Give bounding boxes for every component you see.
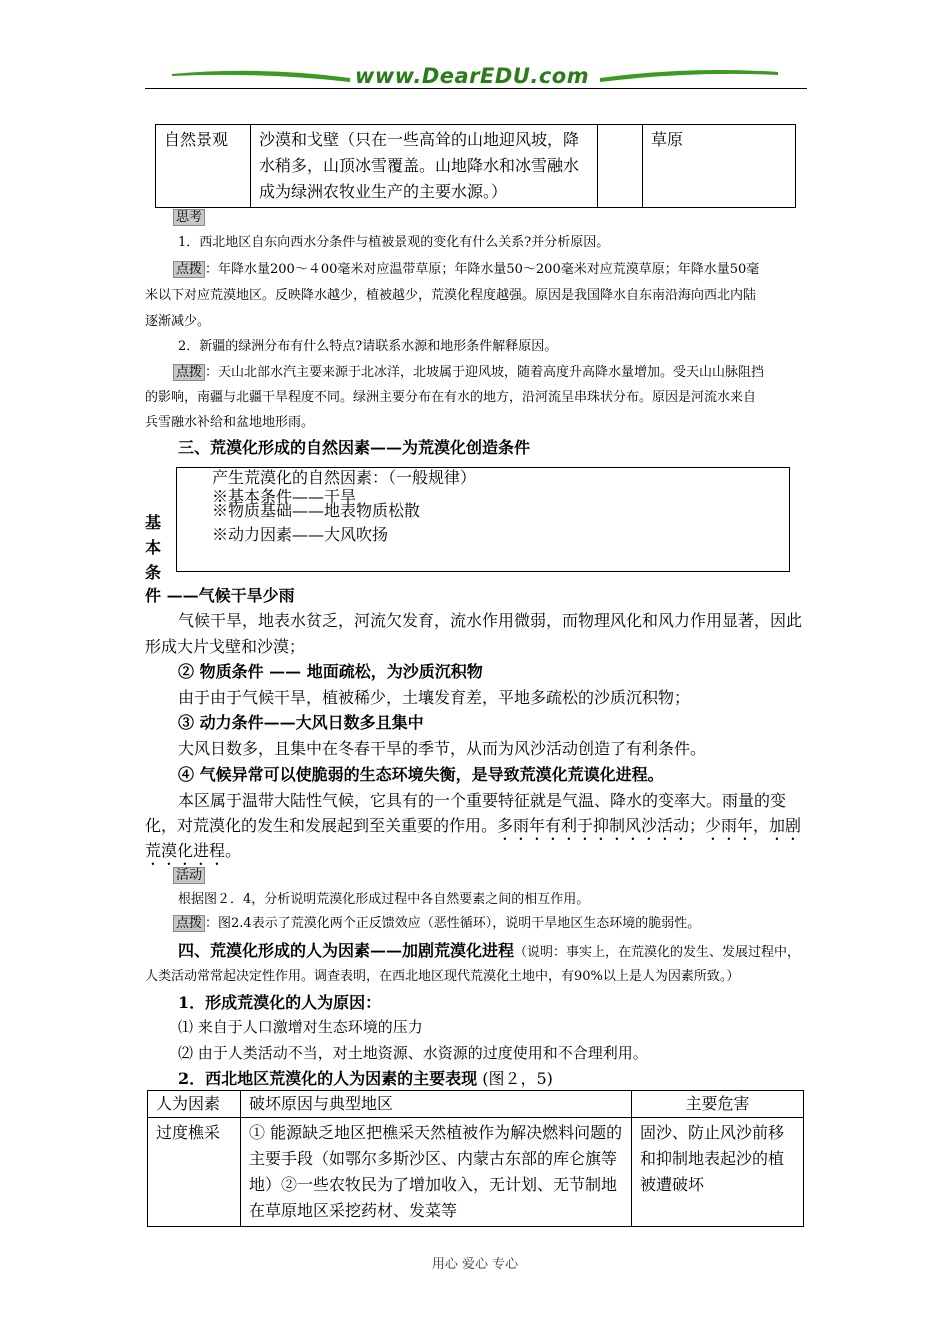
think-answer-1-line1 [173, 258, 813, 282]
table-row [148, 1118, 804, 1227]
hint-tag: 点拨 [173, 261, 205, 278]
think-question-1: 1．西北地区自东向西水分条件与植被景观的变化有什么关系?并分析原因。 [178, 235, 610, 250]
header-rule [145, 88, 807, 89]
hint-tag: 点拨 [173, 364, 205, 381]
condition-2-line1: 由于由于气候干旱，植被稀少，土壤发育差，平地多疏松的沙质沉积物； [178, 688, 691, 707]
hint-tag: 点拨 [173, 915, 205, 932]
column-header: 主要危害 [632, 1091, 804, 1118]
condition-2-title: ② 物质条件 —— 地面疏松，为沙质沉积物 [178, 662, 483, 681]
section-4-heading [178, 938, 800, 965]
table-cell [598, 125, 643, 208]
section-4-note-line2: 人类活动常常起决定性作用。调查表明，在西北地区现代荒漠化土地中，有90%以上是人为因素所致。） [145, 969, 740, 984]
think-answer-2-line2: 的影响，南疆与北疆干旱程度不同。绿洲主要分布在有水的地方，沿河流呈串珠状分布。原因是河流水来自 [145, 390, 757, 405]
period: 。 [225, 841, 242, 860]
table-cell: 过度樵采 [148, 1118, 241, 1227]
vertical-label-1: 基 [145, 513, 162, 532]
think-question-2: 2．新疆的绿洲分布有什么特点?请联系水源和地形条件解释原因。 [178, 339, 558, 354]
box-line-2: ※基本条件——干旱 [212, 487, 357, 506]
condition-1-line1: 气候干旱，地表水贫乏，河流欠发育，流水作用微弱，而物理风化和风力作用显著，因此 [178, 611, 803, 630]
activity-tag-line [173, 864, 205, 888]
answer-text: ：天山北部水汽主要来源于北冰洋，北坡属于迎风坡，随着高度升高降水量增加。受天山山脉阻挡 [205, 365, 765, 380]
subsection-2-title: 2．西北地区荒漠化的人为因素的主要表现 [178, 1069, 478, 1088]
condition-3-line1: 大风日数多，且集中在冬春干旱的季节，从而为风沙活动创造了有利条件。 [178, 739, 707, 758]
natural-landscape-table [155, 124, 796, 208]
condition-1-title: 件 ——气候干旱少雨 [145, 586, 295, 605]
column-header: 人为因素 [148, 1091, 241, 1118]
figure-ref: (图２，5) [477, 1069, 553, 1088]
site-name: www.DearEDU.com [355, 64, 590, 88]
subsection-1-title: 1．形成荒漠化的人为原因： [178, 993, 382, 1012]
answer-text: ：年降水量200～４00毫米对应温带草原；年降水量50～200毫米对应荒漠草原；年降水量50毫 [205, 262, 760, 277]
column-header: 破坏原因与典型地区 [241, 1091, 632, 1118]
condition-4-line1: 本区属于温带大陆性气候，它具有的一个重要特征就是气温、降水的变率大。雨量的变 [178, 791, 787, 810]
subsection-1-item-1: ⑴ 来自于人口激增对生态环境的压力 [178, 1018, 423, 1036]
activity-hint [173, 912, 700, 936]
table-cell: ① 能源缺乏地区把樵采天然植被作为解决燃料问题的主要手段（如鄂尔多斯沙区、内蒙古东部的库仑旗等地）②一些农牧民为了增加收入，无计划、无节制地在草原地区采挖药材、发菜等 [241, 1118, 632, 1227]
table-cell: 固沙、防止风沙前移和抑制地表起沙的植被遭破坏 [632, 1118, 804, 1227]
activity-text: 根据图２．4，分析说明荒漠化形成过程中各自然要素之间的相互作用。 [178, 892, 590, 907]
condition-4-text: 化，对荒漠化的发生和发展起到至关重要的作用。 [145, 816, 498, 835]
table-cell: 自然景观 [156, 125, 251, 208]
page-footer: 用心 爱心 专心 [431, 1257, 519, 1272]
think-answer-1-line3: 逐渐减少。 [145, 314, 211, 329]
table-header-row [148, 1091, 804, 1118]
condition-4-line2 [145, 813, 801, 844]
table-cell: 沙漠和戈壁（只在一些高耸的山地迎风坡，降水稍多，山顶冰雪覆盖。山地降水和冰雪融水成为绿洲农牧业生产的主要水源。） [251, 125, 598, 208]
section-4-note: （说明：事实上，在荒漠化的发生、发展过程中， [514, 945, 801, 960]
think-answer-2-line3: 兵雪融水补给和盆地地形雨。 [145, 415, 315, 430]
condition-3-title: ③ 动力条件——大风日数多且集中 [178, 713, 424, 732]
think-answer-1-line2: 米以下对应荒漠地区。反映降水越少，植被越少，荒漠化程度越强。原因是我国降水自东南沿海向西北内陆 [145, 288, 757, 303]
box-line-4: ※动力因素——大风吹扬 [212, 525, 389, 544]
think-tag-line [173, 206, 205, 230]
emphasized-text: 多雨年有利于抑制风沙活动；少雨年，加剧 [497, 816, 802, 835]
think-answer-2-line1 [173, 361, 764, 385]
think-tag: 思考 [173, 209, 205, 226]
vertical-label-3: 条 [145, 563, 162, 582]
subsection-1-item-2: ⑵ 由于人类活动不当，对土地资源、水资源的过度使用和不合理利用。 [178, 1044, 648, 1062]
human-factors-table [147, 1090, 804, 1227]
hint-text: ：图2.4表示了荒漠化两个正反馈效应（恶性循环），说明干旱地区生态环境的脆弱性。 [205, 916, 701, 931]
section-4-title: 四、荒漠化形成的人为因素——加剧荒漠化进程 [178, 941, 515, 960]
activity-tag: 活动 [173, 867, 205, 884]
table-row [156, 125, 796, 208]
subsection-2-heading [178, 1066, 553, 1092]
box-line-3: ※物质基础——地表物质松散 [212, 501, 421, 520]
emphasized-text: 荒漠化进程 [145, 841, 226, 860]
section-3-title: 三、荒漠化形成的自然因素——为荒漠化创造条件 [178, 438, 531, 457]
box-line-1: 产生荒漠化的自然因素：（一般规律） [212, 468, 477, 487]
condition-4-title: ④ 气候异常可以使脆弱的生态环境失衡，是导致荒漠化荒谟化进程。 [178, 765, 664, 784]
table-cell: 草原 [643, 125, 796, 208]
vertical-label-2: 本 [145, 538, 162, 557]
condition-1-line2: 形成大片戈壁和沙漠； [145, 637, 306, 656]
